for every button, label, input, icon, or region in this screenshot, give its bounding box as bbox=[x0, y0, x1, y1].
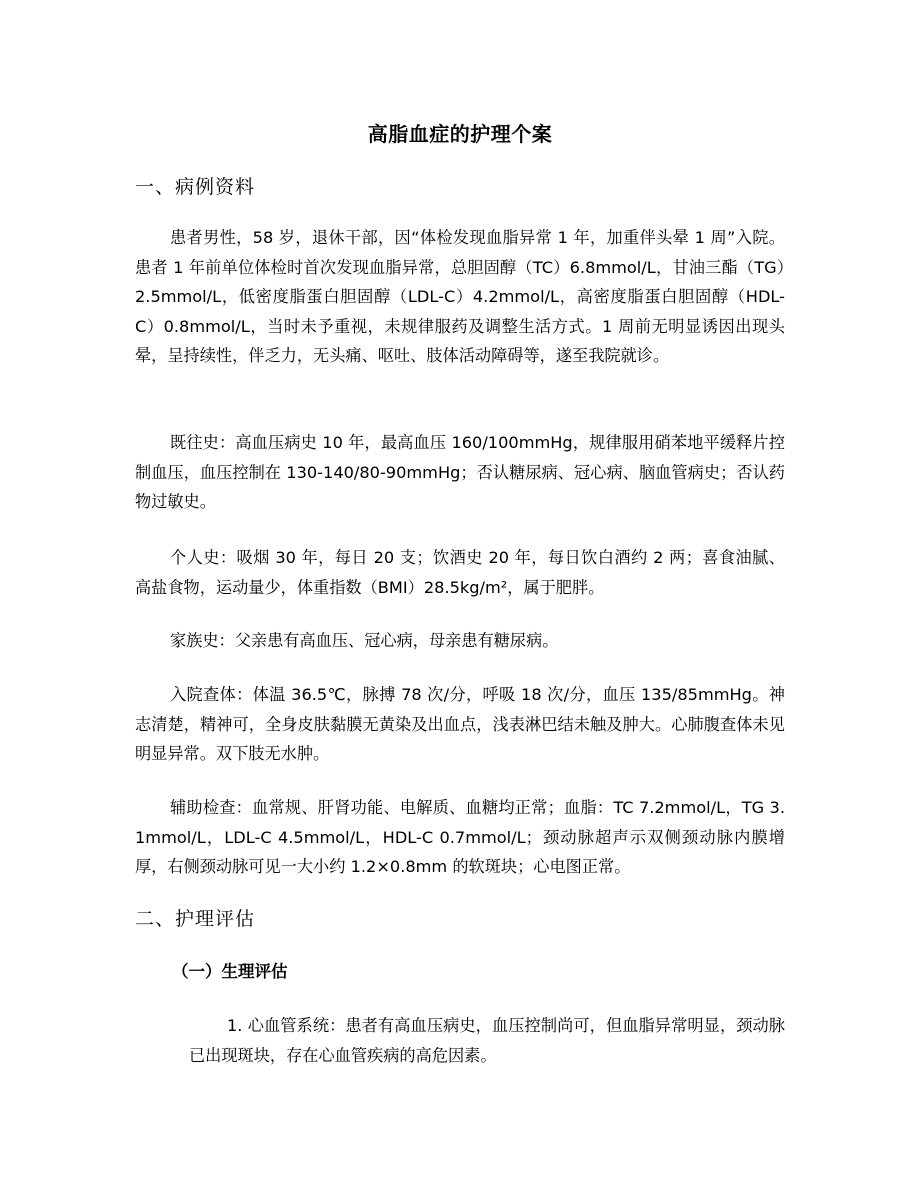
subsection-heading-physiological-assessment: （一）生理评估 bbox=[172, 962, 288, 981]
paragraph-case-description: 患者男性，58 岁，退休干部，因“体检发现血脂异常 1 年，加重伴头晕 1 周”入院。患者 1 年前单位体检时首次发现血脂异常，总胆固醇（TC）6.8mmol/L，甘油三酯（TG）2.5mmol/L，低密度脂蛋白胆固醇（LDL-C）4.2mmol/L，高密度脂蛋白胆固醇（HDL-C）0.8mmol/L，当时未予重视，未规律服药及调整生活方式。1 周前无明显诱因出现头晕，呈持续性，伴乏力，无头痛、呕吐、肢体活动障碍等，遂至我院就诊。 bbox=[135, 228, 785, 365]
document-title: 高脂血症的护理个案 bbox=[367, 122, 553, 146]
section-heading-case-info: 一、病例资料 bbox=[135, 176, 256, 198]
paragraph-cardiovascular-system: 1. 心血管系统：患者有高血压病史，血压控制尚可，但血脂异常明显，颈动脉已出现斑块，存在心血管疾病的高危因素。 bbox=[189, 1016, 785, 1065]
section-heading-nursing-assessment: 二、护理评估 bbox=[135, 908, 256, 930]
paragraph-physical-exam: 入院查体：体温 36.5℃，脉搏 78 次/分，呼吸 18 次/分，血压 135/85mmHg。神志清楚，精神可，全身皮肤黏膜无黄染及出血点，浅表淋巴结未触及肿大。心肺腹查体未见明显异常。双下肢无水肿。 bbox=[135, 685, 785, 763]
paragraph-personal-history: 个人史：吸烟 30 年，每日 20 支；饮酒史 20 年，每日饮白酒约 2 两；喜食油腻、高盐食物，运动量少，体重指数（BMI）28.5kg/m²，属于肥胖。 bbox=[135, 548, 785, 597]
paragraph-family-history: 家族史：父亲患有高血压、冠心病，母亲患有糖尿病。 bbox=[170, 631, 559, 650]
paragraph-past-history: 既往史：高血压病史 10 年，最高血压 160/100mmHg，规律服用硝苯地平缓释片控制血压，血压控制在 130-140/80-90mmHg；否认糖尿病、冠心病、脑血管病史；否认药物过敏史。 bbox=[135, 433, 785, 511]
paragraph-auxiliary-exam: 辅助检查：血常规、肝肾功能、电解质、血糖均正常；血脂：TC 7.2mmol/L，TG 3.1mmol/L，LDL-C 4.5mmol/L，HDL-C 0.7mmol/L；颈动脉超声示双侧颈动脉内膜增厚，右侧颈动脉可见一大小约 1.2×0.8mm 的软斑块；心电图正常。 bbox=[135, 798, 785, 876]
